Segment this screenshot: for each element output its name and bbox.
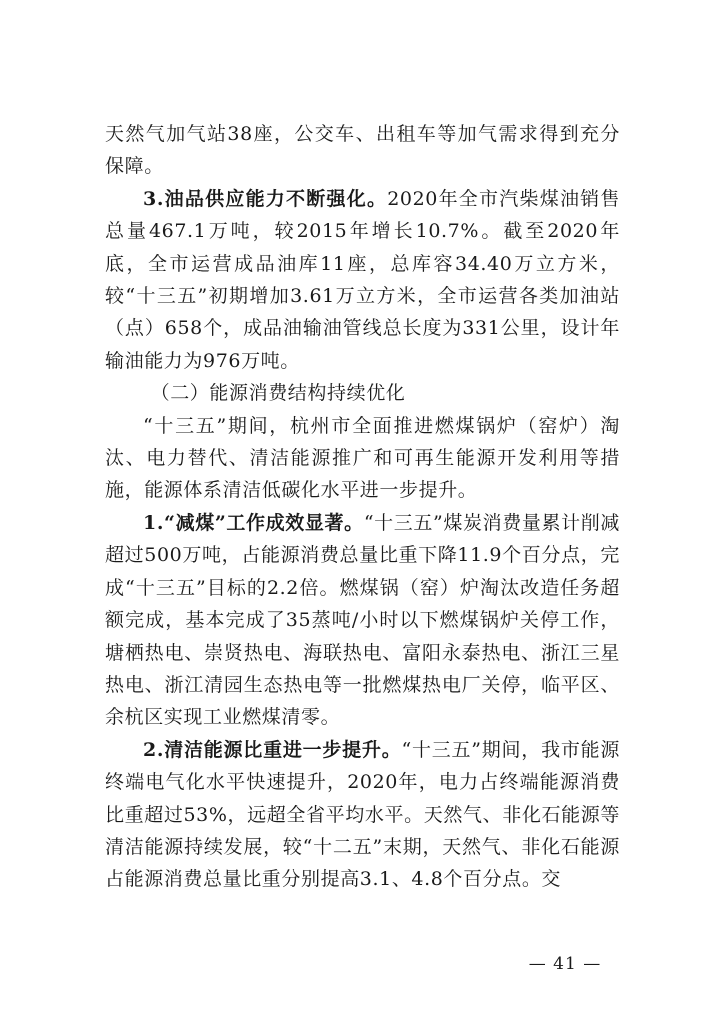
page-number: — 41 — bbox=[528, 954, 602, 974]
body-coal-reduction: “十三五”煤炭消费量累计削减超过500万吨，占能源消费总量比重下降11.9个百分点，完成“十三五”目标的2.2倍。燃煤锅（窑）炉淘汰改造任务超额完成，基本完成了35蒸吨/小时以下燃煤锅炉关停工作，塘栖热电、崇贤热电、海联热电、富阳永泰热电、浙江三星热电、浙江清园生态热电等一批燃煤热电厂关停，临平区、余杭区实现工业燃煤清零。 bbox=[105, 511, 621, 729]
paragraph-gas-stations: 天然气加气站38座，公交车、出租车等加气需求得到充分保障。 bbox=[105, 123, 620, 178]
heading-coal-reduction: 1.“减煤”工作成效显著。 bbox=[143, 511, 364, 534]
paragraph-consumption-intro: “十三五”期间，杭州市全面推进燃煤锅炉（窑炉）淘汰、电力替代、清洁能源推广和可再生能源开发利用等措施，能源体系清洁低碳化水平进一步提升。 bbox=[105, 414, 620, 502]
document-body bbox=[105, 118, 620, 896]
paragraph-clean-energy bbox=[105, 734, 620, 896]
paragraph-coal-reduction bbox=[105, 507, 620, 734]
paragraph-oil-supply bbox=[105, 183, 620, 377]
section-title: （二）能源消费结构持续优化 bbox=[150, 382, 406, 405]
heading-clean-energy: 2.清洁能源比重进一步提升。 bbox=[143, 738, 402, 761]
body-clean-energy: “十三五”期间，我市能源终端电气化水平快速提升，2020年，电力占终端能源消费比重超过53%，远超全省平均水平。天然气、非化石能源等清洁能源持续发展，较“十二五”末期，天然气、非化石能源占能源消费总量比重分别提高3.1、4.8个百分点。交 bbox=[105, 738, 620, 891]
body-oil-supply: 2020年全市汽柴煤油销售总量467.1万吨，较2015年增长10.7%。截至2020年底，全市运营成品油库11座，总库容34.40万立方米，较“十三五”初期增加3.61万立方米，全市运营各类加油站（点）658个，成品油输油管线总长度为331公里，设计年输油能力为976万吨。 bbox=[105, 187, 621, 372]
heading-oil-supply: 3.油品供应能力不断强化。 bbox=[143, 187, 388, 210]
